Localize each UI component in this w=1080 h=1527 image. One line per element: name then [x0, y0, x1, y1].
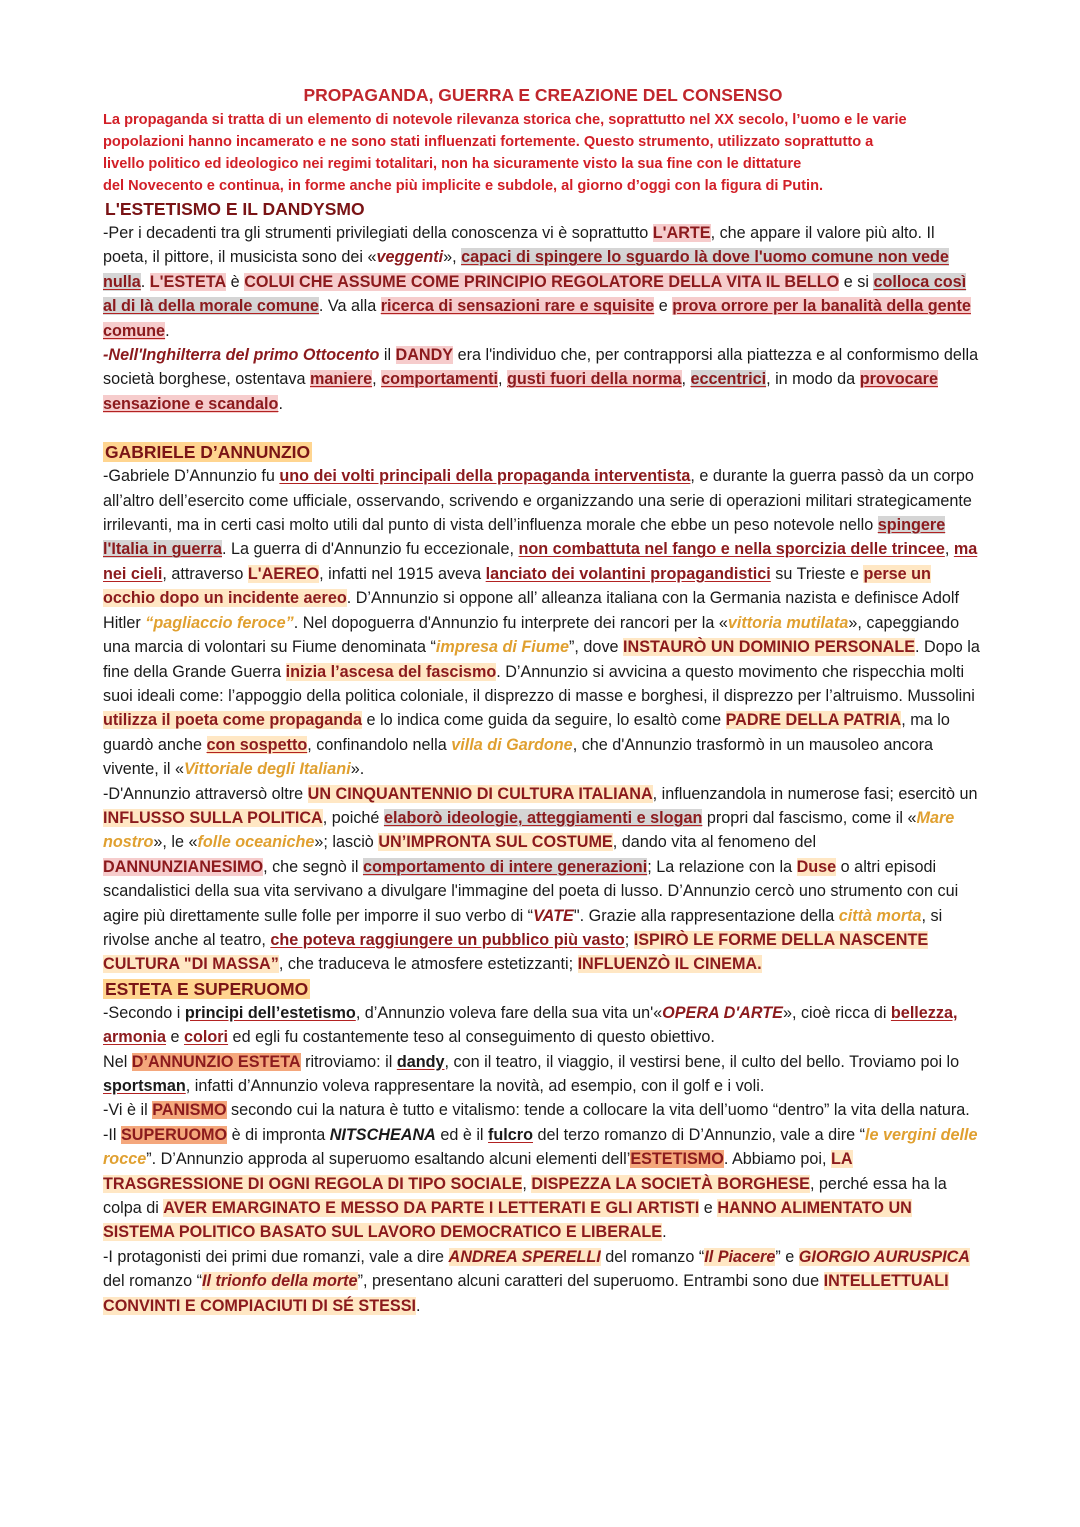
highlight: ISPIRÒ LE FORME DELLA NASCENTE CULTURA "DI MASSA” — [103, 930, 929, 974]
highlight: villa di Gardone — [451, 735, 573, 754]
highlight: SUPERUOMO — [120, 1125, 228, 1144]
highlight: spingere l'Italia in guerra — [103, 516, 946, 559]
highlight: DISPEZZA LA SOCIETÀ BORGHESE — [531, 1174, 810, 1193]
highlight: VATE — [533, 906, 574, 925]
intro-line: livello politico ed ideologico nei regimi totalitari, non ha sicuramente visto la sua fine con le dittature — [103, 156, 802, 172]
highlight: Vittoriale degli Italiani — [183, 760, 351, 779]
highlight: ESTETISMO — [630, 1150, 724, 1169]
highlight: maniere — [309, 370, 373, 389]
paragraph-dannunzio-cultura: -D'Annunzio attraversò oltre UN CINQUANTENNIO DI CULTURA ITALIANA, influenzandola in numerose fasi; esercitò un INFLUSSO SULLA POLITICA, poiché elaborò ideologie, atteggiamenti e slogan propri dal fascismo, come il «Mare nostro», le «folle oceaniche»; lasciò UN’IMPRONTA SUL COSTUME, dando vita al fenomeno del DANNUNZIANESIMO, che segnò il comportamento di intere generazioni; La relazione con la Duse o altri episodi scandalistici della sua vita servivano a divulgare l'immagine del poeta di lusso. D’Annunzio cercò uno strumento con cui agire più direttamente sulle folle per imporre il suo verbo di “VATE". Grazie alla rappresentazione della città morta, si rivolse anche al teatro, che poteva raggiungere un pubblico più vasto; ISPIRÒ LE FORME DELLA NASCENTE CULTURA "DI MASSA”, che traduceva le atmosfere estetizzanti; INFLUENZÒ IL CINEMA. — [103, 784, 978, 974]
highlight: bellezza, — [890, 1003, 958, 1022]
highlight: Mare nostro — [103, 808, 955, 852]
highlight: perse un occhio dopo un incidente aereo — [103, 564, 931, 608]
highlight: LA TRASGRESSIONE DI OGNI REGOLA DI TIPO SOCIALE — [103, 1150, 853, 1193]
intro-line: del Novecento e continua, in forme anche più implicite e subdole, al giorno d’oggi con la figura di Putin. — [103, 178, 824, 194]
highlight: UN CINQUANTENNIO DI CULTURA ITALIANA — [307, 784, 653, 803]
highlight: folle oceaniche — [197, 833, 315, 852]
highlight: lanciato dei volantini propagandistici — [485, 564, 771, 583]
paragraph-estetismo: -Per i decadenti tra gli strumenti privilegiati della conoscenza vi è soprattutto L'ARTE, che appare il valore più alto. Il poeta, il pittore, il musicista sono dei «veggenti», capaci di spingere lo sguardo là dove l'uomo comune non vede nulla. L'ESTETA è COLUI CHE ASSUME COME PRINCIPIO REGOLATORE DELLA VITA IL BELLO e si colloca così al di là della morale comune. Va alla ricerca di sensazioni rare e squisite e prova orrore per la banalità della gente comune. — [103, 224, 971, 340]
highlight: UN’IMPRONTA SUL COSTUME — [378, 833, 613, 852]
paragraph-panismo: -Vi è il PANISMO secondo cui la natura è tutto e vitalismo: tende a collocare la vita dell’uomo “dentro” la vita della natura. — [103, 1101, 970, 1120]
highlight: ricerca di sensazioni rare e squisite — [380, 297, 655, 316]
section-heading-estetismo: L'ESTETISMO E IL DANDYSMO — [105, 199, 365, 219]
highlight: HANNO ALIMENTATO UN SISTEMA POLITICO BASATO SUL LAVORO DEMOCRATICO E LIBERALE — [103, 1199, 912, 1242]
page-title: PROPAGANDA, GUERRA E CREAZIONE DEL CONSENSO — [303, 85, 783, 105]
paragraph-dandy: -Nell'Inghilterra del primo Ottocento il DANDY era l'individuo che, per contrapporsi alla piattezza e al conformismo della società borghese, ostentava maniere, comportamenti, gusti fuori della norma, eccentrici, in modo da provocare sensazione e scandalo. — [103, 346, 979, 413]
highlight: armonia — [103, 1028, 166, 1047]
highlight: Il trionfo della morte — [201, 1272, 358, 1291]
highlight: impresa di Fiume — [435, 638, 570, 657]
highlight: OPERA D'ARTE — [662, 1003, 783, 1022]
section-heading-superuomo: ESTETA E SUPERUOMO — [105, 978, 309, 999]
highlight: non combattuta nel fango e nella sporcizia delle trincee — [518, 540, 945, 559]
highlight: -Nell'Inghilterra del primo Ottocento — [103, 346, 380, 365]
highlight: AVER EMARGINATO E MESSO DA PARTE I LETTERATI E GLI ARTISTI — [163, 1199, 700, 1218]
highlight: Il Piacere — [704, 1247, 776, 1266]
highlight: L'ESTETA — [149, 272, 227, 291]
highlight: INFLUENZÒ IL CINEMA. — [577, 955, 762, 974]
highlight: le vergini delle rocce — [103, 1125, 978, 1169]
highlight: ma nei cieli — [103, 540, 978, 583]
paragraph-protagonisti: -I protagonisti dei primi due romanzi, vale a dire ANDREA SPERELLI del romanzo “Il Piacere” e GIORGIO AURUSPICA del romanzo “Il trionfo della morte”, presentano alcuni caratteri del superuomo. Entrambi sono due INTELLETTUALI CONVINTI E COMPIACIUTI DI SÉ STESSI. — [103, 1247, 970, 1315]
highlight: inizia l’ascesa del fascismo — [285, 662, 497, 681]
highlight: PADRE DELLA PATRIA — [725, 711, 902, 730]
highlight: prova orrore per la banalità della gente comune — [103, 297, 971, 340]
highlight: uno dei volti principali della propaganda interventista — [279, 467, 691, 486]
highlight: principi dell’estetismo — [184, 1003, 356, 1022]
intro-paragraph — [103, 109, 983, 197]
highlight: COLUI CHE ASSUME COME PRINCIPIO REGOLATORE DELLA VITA IL BELLO — [244, 272, 840, 291]
document-page — [103, 84, 983, 1318]
highlight: INSTAURÒ UN DOMINIO PERSONALE — [623, 638, 916, 657]
highlight: Duse — [796, 857, 837, 876]
paragraph-opera-arte: -Secondo i principi dell’estetismo, d’Annunzio voleva fare della sua vita un'«OPERA D'ARTE», cioè ricca di bellezza, armonia e colori ed egli fu costantemente teso al conseguimento di questo obiettivo. — [103, 1003, 958, 1047]
highlight: veggenti — [376, 248, 444, 267]
paragraph-esteta: Nel D’ANNUNZIO ESTETA ritroviamo: il dandy, con il teatro, il viaggio, il vestirsi bene, il culto del bello. Troviamo poi lo sportsman, infatti d’Annunzio voleva rappresentare la novità, ad esempio, con il golf e i voli. — [103, 1052, 960, 1095]
highlight: L'AEREO — [247, 564, 320, 583]
highlight: gusti fuori della norma — [507, 370, 682, 389]
intro-line: popolazioni hanno incamerato e ne sono stati influenzati fortemente. Questo strumento, utilizzato soprattutto a — [103, 134, 874, 150]
highlight: fulcro — [488, 1125, 533, 1144]
highlight: con sospetto — [206, 735, 308, 754]
highlight: sportsman — [103, 1077, 186, 1095]
highlight: provocare sensazione e scandalo — [103, 370, 938, 413]
highlight: NITSCHEANA — [329, 1125, 436, 1144]
paragraph-superuomo: -Il SUPERUOMO è di impronta NITSCHEANA ed è il fulcro del terzo romanzo di D’Annunzio, vale a dire “le vergini delle rocce”. D’Annunzio approda al superuomo esaltando alcuni elementi dell’ESTETISMO. Abbiamo poi, LA TRASGRESSIONE DI OGNI REGOLA DI TIPO SOCIALE, DISPEZZA LA SOCIETÀ BORGHESE, perché essa ha la colpa di AVER EMARGINATO E MESSO DA PARTE I LETTERATI E GLI ARTISTI e HANNO ALIMENTATO UN SISTEMA POLITICO BASATO SUL LAVORO DEMOCRATICO E LIBERALE. — [103, 1125, 978, 1242]
highlight: comportamenti — [381, 370, 499, 389]
highlight: INTELLETTUALI CONVINTI E COMPIACIUTI DI SÉ STESSI — [103, 1272, 949, 1315]
paragraph-dannunzio-guerra: -Gabriele D’Annunzio fu uno dei volti principali della propaganda interventista, e durante la guerra passò da un corpo all’altro dell’esercito come ufficiale, osservando, scrivendo e organizzando una serie di operazioni militari strategicamente irrilevanti, ma in certi casi molto utili dal punto di vista dell’influenza morale che ebbe un peso notevole nello spingere l'Italia in guerra. La guerra di d'Annunzio fu eccezionale, non combattuta nel fango e nella sporcizia delle trincee, ma nei cieli, attraverso L'AEREO, infatti nel 1915 aveva lanciato dei volantini propagandistici su Trieste e perse un occhio dopo un incidente aereo. D’Annunzio si oppone all’ alleanza italiana con la Germania nazista e definisce Adolf Hitler “pagliaccio feroce”. Nel dopoguerra d'Annunzio fu interprete dei rancori per la «vittoria mutilata», capeggiando una marcia di volontari su Fiume denominata “impresa di Fiume”, dove INSTAURÒ UN DOMINIO PERSONALE. Dopo la fine della Grande Guerra inizia l’ascesa del fascismo. D’Annunzio si avvicina a questo movimento che rispecchia molti suoi ideali come: l’appoggio della politica coloniale, il disprezzo di masse e borghesi, il disprezzo per l’altruismo. Mussolini utilizza il poeta come propaganda e lo indica come guida da seguire, lo esaltò come PADRE DELLA PATRIA, ma lo guardò anche con sospetto, confinandolo nella villa di Gardone, che d'Annunzio trasformò in un mausoleo ancora vivente, il «Vittoriale degli Italiani». — [103, 467, 980, 779]
intro-line: La propaganda si tratta di un elemento di notevole rilevanza storica che, soprattutto nel XX secolo, l’uomo e le varie — [103, 112, 907, 128]
highlight: elaborò ideologie, atteggiamenti e slogan — [383, 808, 703, 827]
highlight: che poteva raggiungere un pubblico più vasto — [270, 930, 625, 949]
highlight: dandy — [396, 1052, 445, 1071]
section-heading-dannunzio: GABRIELE D’ANNUNZIO — [105, 442, 311, 463]
highlight: GIORGIO AURUSPICA — [798, 1247, 970, 1266]
highlight: città morta — [838, 906, 922, 925]
highlight: DANDY — [395, 346, 454, 365]
highlight: colloca così al di là della morale comune — [103, 272, 967, 316]
highlight: PANISMO — [152, 1101, 227, 1120]
highlight: INFLUSSO SULLA POLITICA — [103, 808, 323, 827]
highlight: vittoria mutilata — [727, 613, 849, 632]
highlight: colori — [183, 1028, 229, 1047]
highlight: “pagliaccio feroce” — [145, 613, 294, 632]
highlight: DANNUNZIANESIMO — [103, 857, 264, 876]
highlight: utilizza il poeta come propaganda — [103, 711, 363, 730]
highlight: ANDREA SPERELLI — [448, 1247, 601, 1266]
highlight: L'ARTE — [652, 224, 711, 242]
highlight: comportamento di intere generazioni — [362, 857, 648, 876]
highlight: D’ANNUNZIO ESTETA — [131, 1052, 301, 1071]
highlight: eccentrici — [690, 370, 767, 389]
highlight: capaci di spingere lo sguardo là dove l'uomo comune non vede nulla — [103, 248, 949, 291]
